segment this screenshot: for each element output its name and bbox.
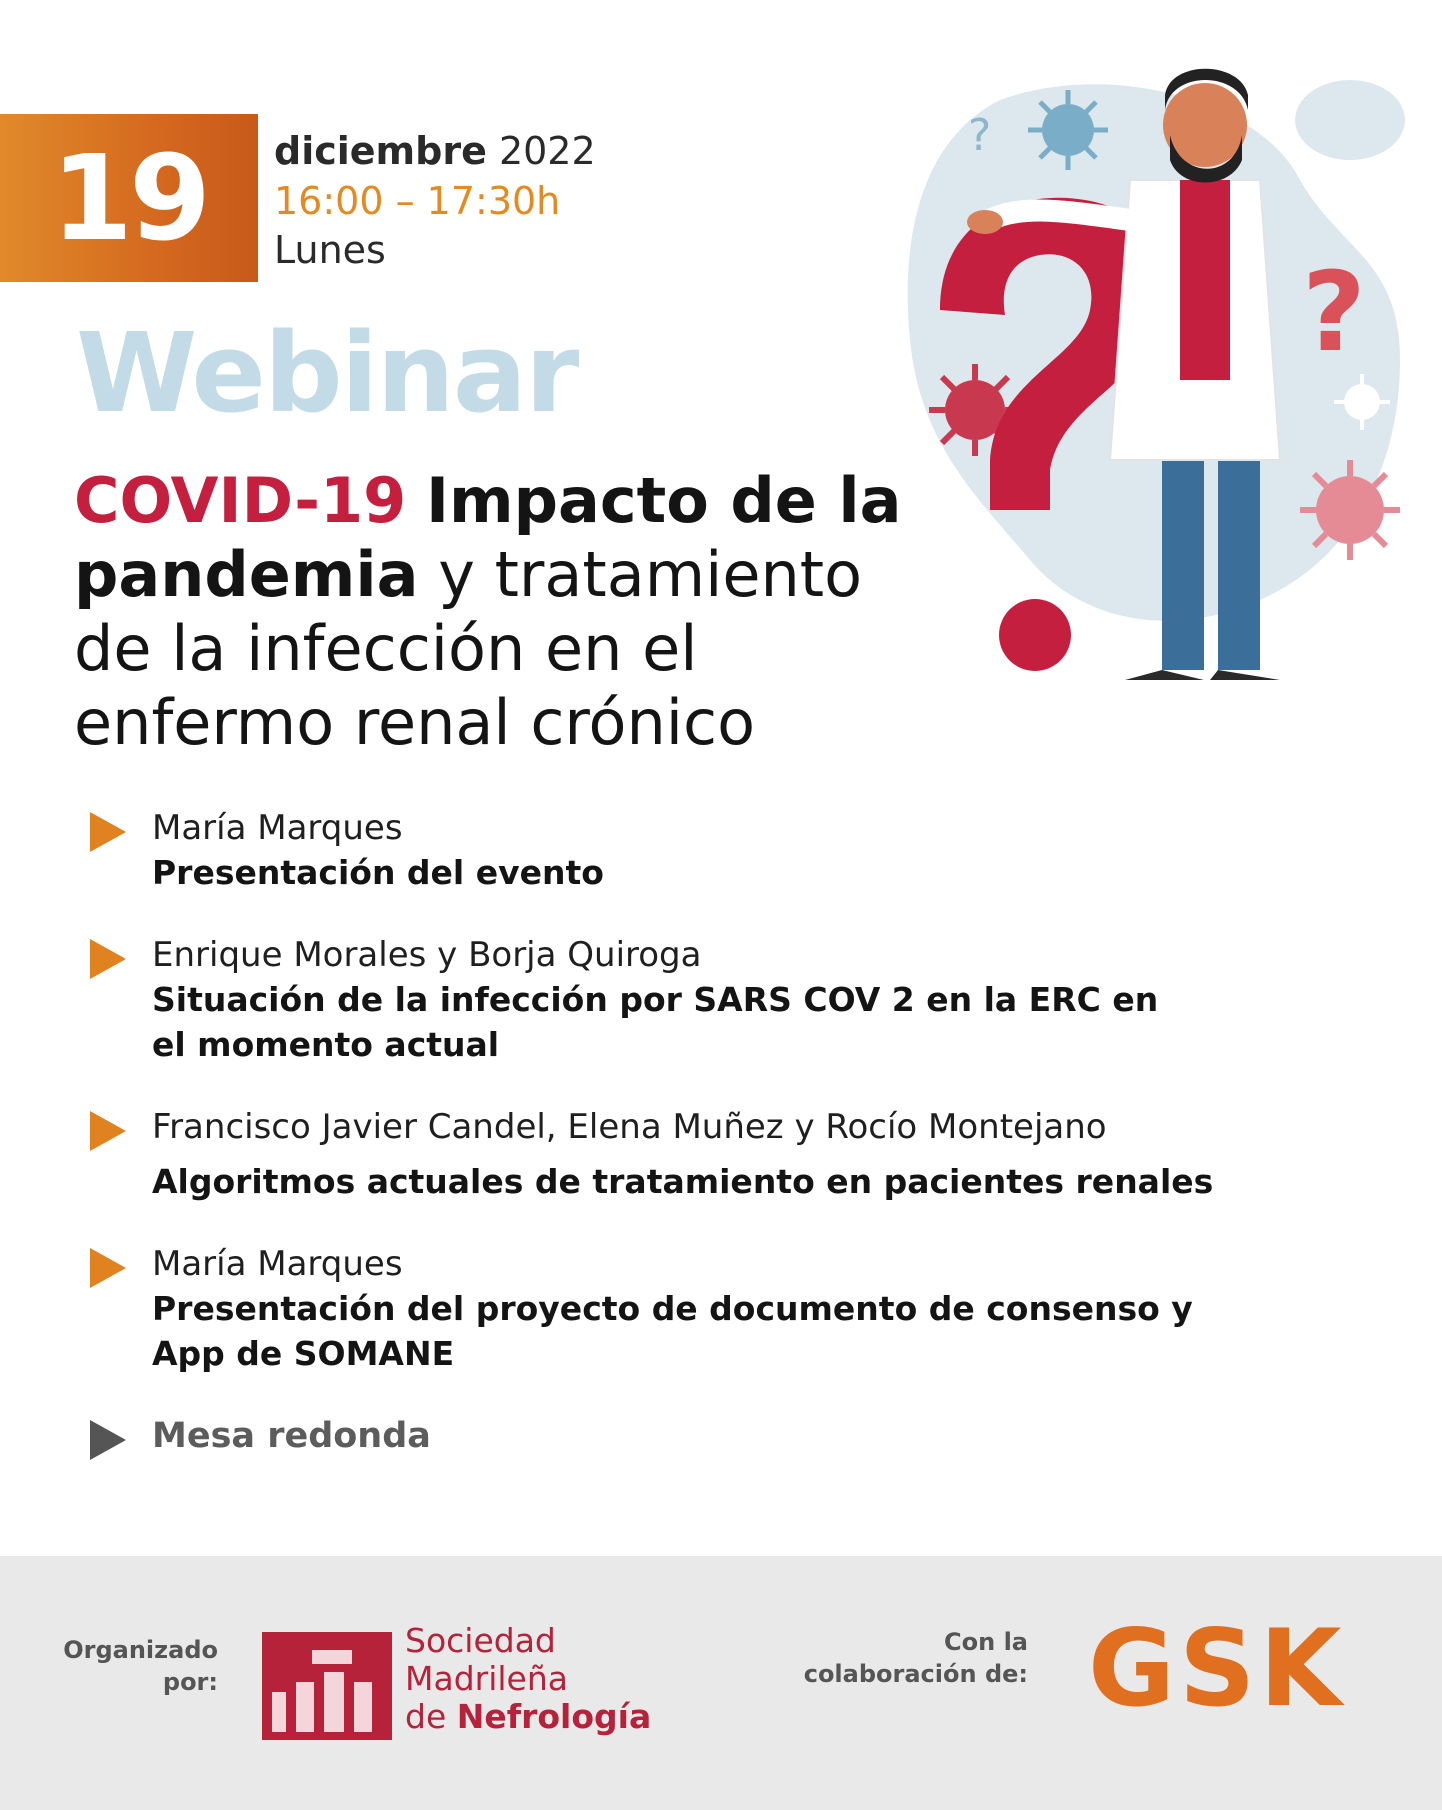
background-blob-small: [1295, 80, 1405, 160]
doctor-illustration: [880, 40, 1420, 690]
smn-line3-a: de: [405, 1697, 447, 1736]
organized-by-label: [60, 1634, 218, 1698]
roundtable-label: Mesa redonda: [152, 1416, 431, 1456]
webinar-label: Webinar: [76, 309, 578, 437]
date-month-year: [274, 126, 596, 176]
agenda-speaker: Francisco Javier Candel, Elena Muñez y Rocío Montejano: [152, 1107, 1107, 1147]
agenda-item: [90, 1242, 1350, 1376]
agenda-item: [90, 1105, 1350, 1204]
question-mark-red-icon: ?: [1302, 248, 1366, 376]
agenda-speaker: María Marques: [152, 1244, 403, 1284]
organized-label-line1: Organizado: [63, 1636, 218, 1664]
agenda-topic: Algoritmos actuales de tratamiento en pacientes renales: [152, 1162, 1214, 1201]
title-rest: y tratamiento de la infección en el enfermo renal crónico: [74, 538, 863, 759]
date-day: 19: [50, 129, 208, 267]
agenda-topic: Presentación del proyecto de documento de consenso y App de SOMANE: [152, 1289, 1193, 1373]
footer: [0, 1556, 1442, 1810]
agenda-speaker: María Marques: [152, 808, 403, 848]
date-time: 16:00 – 17:30h: [274, 179, 561, 223]
collab-label-line1: Con la: [944, 1628, 1028, 1656]
title-impact: Impacto de la pandemia: [74, 464, 902, 611]
agenda-item: [90, 933, 1350, 1067]
agenda-list: [90, 806, 1350, 1496]
agenda-item: [90, 806, 1350, 895]
play-arrow-icon: [90, 1111, 126, 1151]
date-weekday: Lunes: [274, 228, 386, 272]
gsk-logo: GSK: [1088, 1607, 1346, 1730]
smn-line1: Sociedad: [405, 1621, 556, 1660]
smn-line3-b: Nefrología: [456, 1697, 652, 1736]
date-info: [274, 126, 596, 274]
play-arrow-icon: [90, 939, 126, 979]
organized-label-line2: por:: [162, 1668, 218, 1696]
smn-name: [405, 1622, 651, 1736]
play-arrow-icon: [90, 1248, 126, 1288]
smn-line2: Madrileña: [405, 1659, 568, 1698]
agenda-topic: Situación de la infección por SARS COV 2 en la ERC en el momento actual: [152, 980, 1159, 1064]
question-dot: [999, 599, 1071, 671]
agenda-topic: Presentación del evento: [152, 853, 604, 892]
question-mark-small-icon: ?: [968, 110, 992, 161]
smn-logo-icon: [262, 1632, 392, 1740]
event-title: [74, 464, 954, 760]
agenda-speaker: Enrique Morales y Borja Quiroga: [152, 935, 702, 975]
date-year: 2022: [498, 129, 596, 173]
date-month: diciembre: [274, 129, 487, 173]
smn-line3: [405, 1698, 651, 1736]
play-arrow-icon: [90, 1420, 126, 1460]
play-arrow-icon: [90, 812, 126, 852]
collaboration-label: [790, 1626, 1028, 1690]
agenda-item-roundtable: [90, 1414, 1350, 1458]
virus-icon: [1028, 90, 1108, 170]
virus-icon: [1300, 460, 1400, 560]
title-covid: COVID-19: [74, 464, 407, 537]
collab-label-line2: colaboración de:: [803, 1660, 1028, 1688]
date-day-badge: [0, 114, 258, 282]
